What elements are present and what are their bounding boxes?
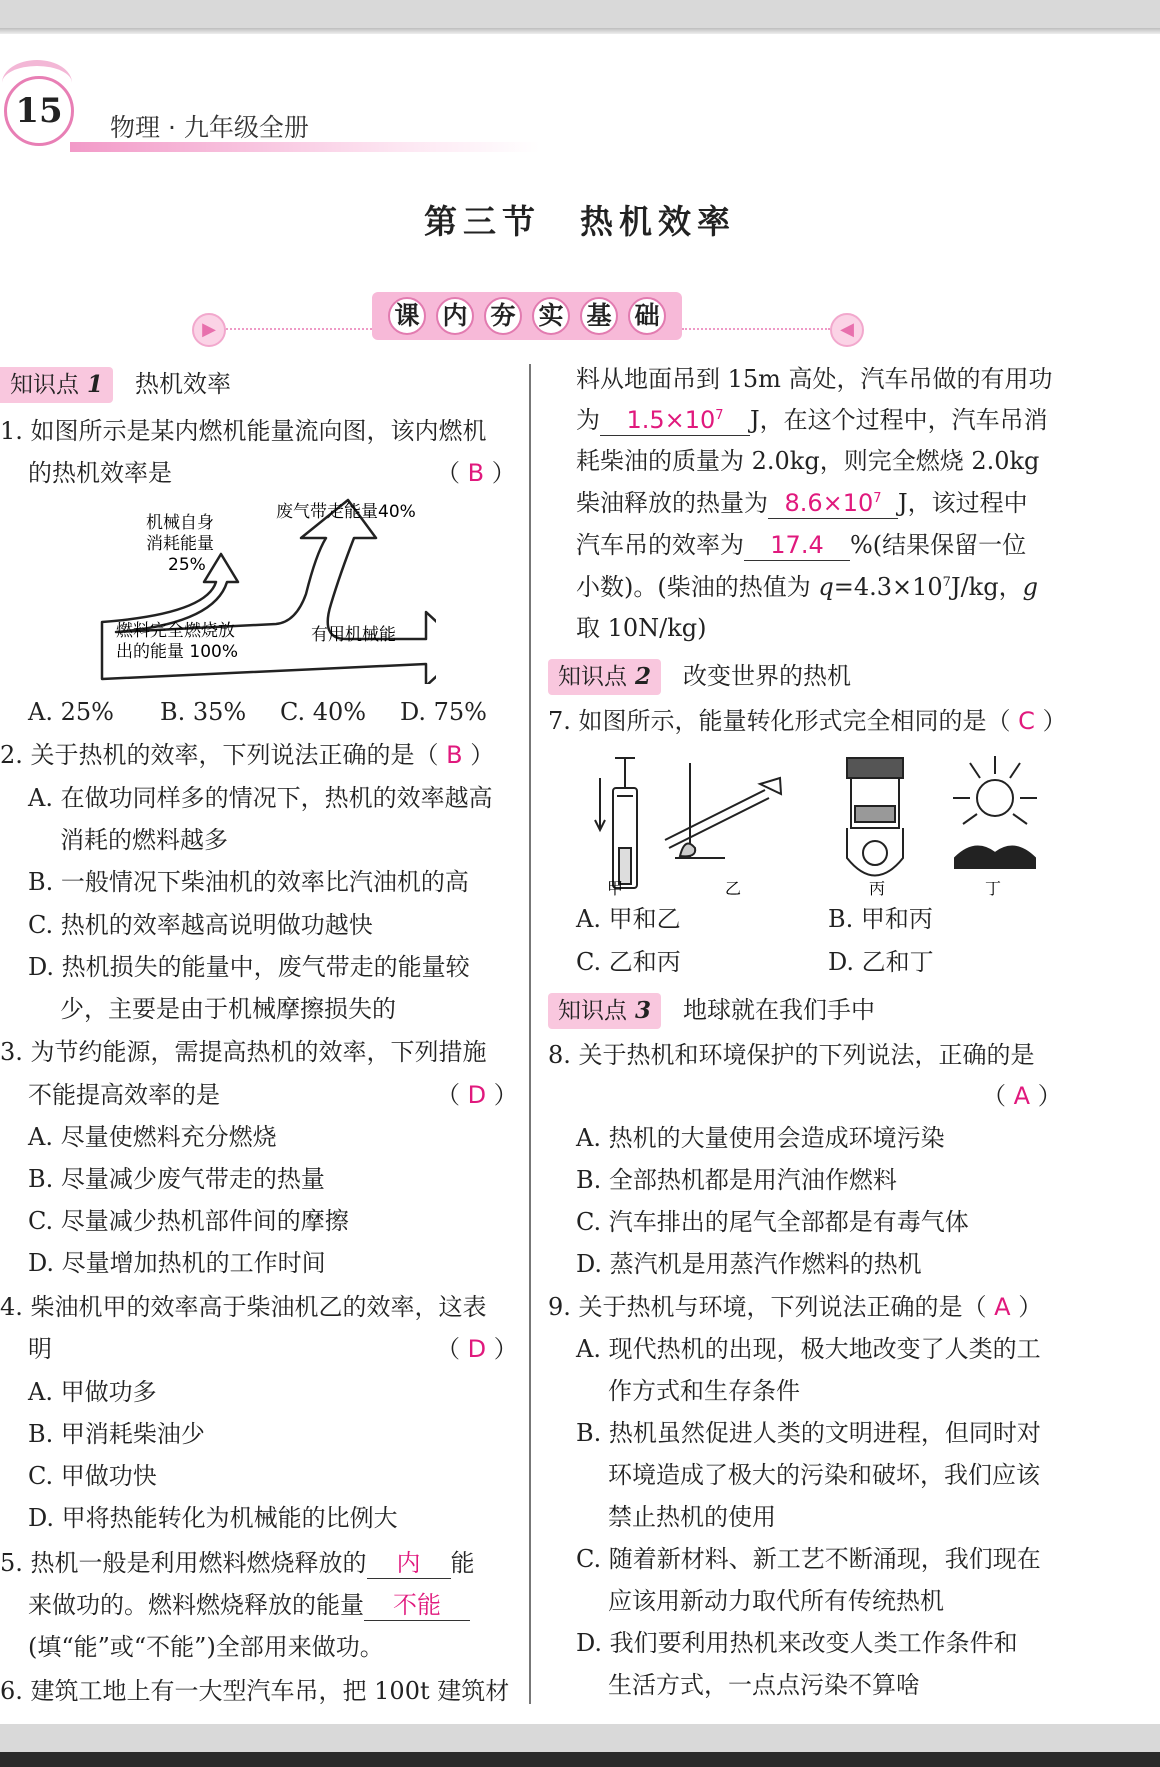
kp-name: 改变世界的热机 bbox=[683, 662, 852, 690]
q6-line7: 小数)。(柴油的热值为 $q=4.3\times 10^7J/kg$，g bbox=[576, 573, 1038, 601]
figure-label-ding: 丁 bbox=[985, 879, 1002, 898]
q2-option-c: C. 热机的效率越高说明做功越快 bbox=[28, 911, 373, 939]
q9-option-c-line2: 应该用新动力取代所有传统热机 bbox=[608, 1587, 944, 1615]
q3-line1: 3. 为节约能源，需提高热机的效率，下列措施 bbox=[0, 1038, 487, 1066]
q7-answer: C bbox=[1018, 707, 1035, 735]
q9-option-d-line1: D. 我们要利用热机来改变人类工作条件和 bbox=[576, 1629, 1018, 1657]
q9-option-c-line1: C. 随着新材料、新工艺不断涌现，我们现在 bbox=[576, 1545, 1041, 1573]
q8-option-b: B. 全部热机都是用汽油作燃料 bbox=[576, 1166, 897, 1194]
column-divider bbox=[529, 364, 531, 1704]
q2-option-d-line1: D. 热机损失的能量中，废气带走的能量较 bbox=[28, 953, 470, 981]
q5-blank-2: 不能 bbox=[364, 1590, 470, 1621]
kp-label: 知识点 bbox=[558, 998, 627, 1024]
q4-answer-bracket: （ D ） bbox=[436, 1335, 518, 1363]
q6-blank-2: $8.6\times 10^7$ bbox=[768, 488, 898, 519]
banner-char: 实 bbox=[532, 297, 570, 335]
q9-option-b-line1: B. 热机虽然促进人类的文明进程，但同时对 bbox=[576, 1419, 1041, 1447]
q1-option-c: C. 40% bbox=[280, 698, 367, 726]
figure-label-jia: 甲 bbox=[607, 879, 624, 898]
figure-label-yi: 乙 bbox=[725, 879, 742, 898]
banner-char: 础 bbox=[628, 297, 666, 335]
q3-option-a: A. 尽量使燃料充分燃烧 bbox=[28, 1123, 277, 1151]
q4-line2: 明 bbox=[28, 1335, 52, 1363]
kp-number: 2 bbox=[635, 663, 652, 690]
q3-option-b: B. 尽量减少废气带走的热量 bbox=[28, 1165, 325, 1193]
banner-arrow-right-icon: ◀ bbox=[830, 313, 864, 347]
q9-answer: A bbox=[994, 1293, 1011, 1321]
q9-option-a-line2: 作方式和生存条件 bbox=[608, 1377, 800, 1405]
q9-stem: 9. 关于热机与环境，下列说法正确的是（ A ） bbox=[548, 1293, 1043, 1321]
q5-blank-1: 内 bbox=[367, 1548, 451, 1579]
q2-answer: B bbox=[446, 741, 463, 769]
kp-name: 地球就在我们手中 bbox=[683, 996, 876, 1024]
knowledge-point-1 bbox=[0, 364, 231, 400]
page-number: 15 bbox=[4, 76, 74, 146]
banner-char: 内 bbox=[436, 297, 474, 335]
diagram-self-label-2: 消耗能量 bbox=[146, 534, 214, 554]
diagram-self-label-1: 机械自身 bbox=[146, 513, 214, 533]
q8-option-d: D. 蒸汽机是用蒸汽作燃料的热机 bbox=[576, 1250, 922, 1278]
q8-stem: 8. 关于热机和环境保护的下列说法，正确的是 bbox=[548, 1041, 1035, 1069]
figure-yi-test-tube bbox=[665, 763, 781, 858]
knowledge-point-2 bbox=[548, 656, 851, 692]
q2-option-a-line1: A. 在做功同样多的情况下，热机的效率越高 bbox=[28, 784, 493, 812]
q6-line6: 汽车吊的效率为 17.4 %(结果保留一位 bbox=[576, 531, 1027, 559]
kp-number: 3 bbox=[635, 997, 652, 1024]
kp-label: 知识点 bbox=[558, 664, 627, 690]
q8-option-c: C. 汽车排出的尾气全部都是有毒气体 bbox=[576, 1208, 969, 1236]
q1-answer: B bbox=[467, 459, 485, 487]
q3-option-c: C. 尽量减少热机部件间的摩擦 bbox=[28, 1207, 349, 1235]
q6-line3: 为 $1.5\times 10^7$ J，在这个过程中，汽车吊消 bbox=[576, 406, 1048, 434]
q7-option-b: B. 甲和丙 bbox=[828, 905, 933, 933]
diagram-useful-label: 有用机械能 bbox=[311, 625, 396, 645]
q7-option-d: D. 乙和丁 bbox=[828, 948, 934, 976]
figure-ding-bulb bbox=[953, 756, 1037, 868]
diagram-fuel-label-2: 出的能量 100% bbox=[116, 642, 239, 662]
q1-option-a: A. 25% bbox=[28, 698, 114, 726]
q9-option-b-line3: 禁止热机的使用 bbox=[608, 1503, 776, 1531]
banner-char: 基 bbox=[580, 297, 618, 335]
banner-dots-right bbox=[682, 328, 830, 330]
q1-line2: 的热机效率是 bbox=[28, 459, 172, 487]
q4-option-c: C. 甲做功快 bbox=[28, 1462, 157, 1490]
q4-line1: 4. 柴油机甲的效率高于柴油机乙的效率，这表 bbox=[0, 1293, 487, 1321]
figure-jia-pump bbox=[595, 758, 637, 888]
q1-option-d: D. 75% bbox=[400, 698, 487, 726]
q3-answer-bracket: （ D ） bbox=[436, 1081, 518, 1109]
section-banner bbox=[372, 292, 682, 340]
figure-label-bing: 丙 bbox=[869, 879, 886, 898]
q6-blank-1: $1.5\times 10^7$ bbox=[600, 405, 750, 436]
kp-name: 热机效率 bbox=[135, 370, 232, 398]
q5-line1: 5. 热机一般是利用燃料燃烧释放的 内 能 bbox=[0, 1549, 475, 1577]
banner-char: 课 bbox=[388, 297, 426, 335]
banner-dots-left bbox=[226, 328, 372, 330]
kp-label: 知识点 bbox=[10, 372, 79, 398]
q6-blank-3: 17.4 bbox=[744, 530, 850, 561]
q4-option-b: B. 甲消耗柴油少 bbox=[28, 1420, 205, 1448]
q3-line2: 不能提高效率的是 bbox=[28, 1081, 220, 1109]
diagram-self-label-3: 25% bbox=[168, 555, 206, 575]
knowledge-point-3 bbox=[548, 990, 875, 1026]
q9-option-b-line2: 环境造成了极大的污染和破坏，我们应该 bbox=[608, 1461, 1040, 1489]
q6-line1: 6. 建筑工地上有一大型汽车吊，把 100t 建筑材 bbox=[0, 1677, 510, 1705]
q2-option-d-line2: 少，主要是由于机械摩擦损失的 bbox=[60, 995, 396, 1023]
q4-answer: D bbox=[467, 1335, 487, 1363]
q3-answer: D bbox=[467, 1081, 487, 1109]
q1-line1: 1. 如图所示是某内燃机能量流向图，该内燃机 bbox=[0, 417, 487, 445]
diagram-waste-label: 废气带走能量40% bbox=[276, 502, 416, 522]
q9-option-a-line1: A. 现代热机的出现，极大地改变了人类的工 bbox=[576, 1335, 1041, 1363]
q1-answer-bracket: （ B ） bbox=[436, 459, 516, 487]
q4-option-a: A. 甲做功多 bbox=[28, 1378, 157, 1406]
q7-option-a: A. 甲和乙 bbox=[576, 905, 681, 933]
q8-option-a: A. 热机的大量使用会造成环境污染 bbox=[576, 1124, 945, 1152]
q2-option-b: B. 一般情况下柴油机的效率比汽油机的高 bbox=[28, 868, 469, 896]
book-title: 物理 · 九年级全册 bbox=[110, 113, 309, 142]
energy-flow-diagram bbox=[96, 494, 436, 684]
diagram-fuel-label-1: 燃料完全燃烧放 bbox=[116, 621, 235, 641]
q7-stem: 7. 如图所示，能量转化形式完全相同的是（ C ） bbox=[548, 707, 1067, 735]
figure-bing-engine bbox=[847, 758, 903, 876]
q1-option-b: B. 35% bbox=[160, 698, 247, 726]
banner-arrow-left-icon: ▶ bbox=[192, 313, 226, 347]
q8-answer-bracket: （ A ） bbox=[982, 1082, 1062, 1110]
banner-char: 夯 bbox=[484, 297, 522, 335]
q4-option-d: D. 甲将热能转化为机械能的比例大 bbox=[28, 1504, 398, 1532]
q5-line3: (填“能”或“不能”)全部用来做功。 bbox=[28, 1633, 384, 1661]
bottom-bar bbox=[0, 1752, 1160, 1767]
q6-line8: 取 10N/kg) bbox=[576, 614, 707, 642]
q9-option-d-line2: 生活方式，一点点污染不算啥 bbox=[608, 1671, 920, 1699]
q7-option-c: C. 乙和丙 bbox=[576, 948, 681, 976]
q6-line4: 耗柴油的质量为 2.0kg，则完全燃烧 2.0kg bbox=[576, 447, 1040, 475]
q6-line5: 柴油释放的热量为 $8.6\times 10^7$ J，该过程中 bbox=[576, 489, 1028, 517]
q2-stem: 2. 关于热机的效率，下列说法正确的是（ B ） bbox=[0, 741, 495, 769]
section-title: 第三节 热机效率 bbox=[424, 202, 736, 241]
q8-answer: A bbox=[1013, 1082, 1031, 1110]
q6-line2: 料从地面吊到 15m 高处，汽车吊做的有用功 bbox=[576, 365, 1053, 393]
kp-number: 1 bbox=[87, 371, 104, 398]
q2-option-a-line2: 消耗的燃料越多 bbox=[60, 826, 228, 854]
q3-option-d: D. 尽量增加热机的工作时间 bbox=[28, 1249, 326, 1277]
q7-figures bbox=[585, 748, 1055, 898]
q5-line2: 来做功的。燃料燃烧释放的能量 不能 bbox=[28, 1590, 470, 1621]
